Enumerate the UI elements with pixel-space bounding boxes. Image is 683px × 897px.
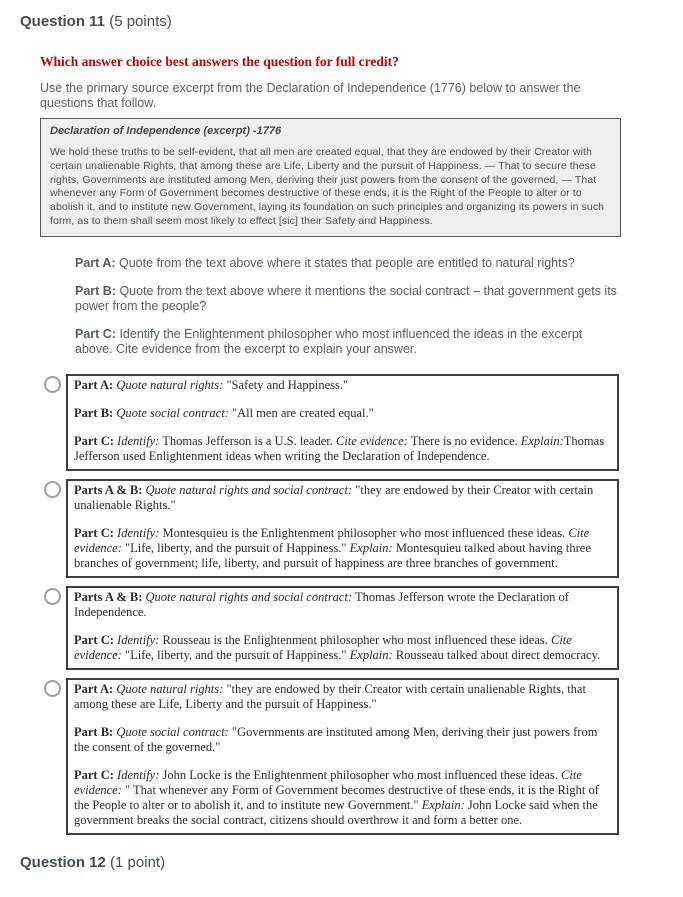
answer-paragraph: Part B: Quote social contract: "All men are created equal.": [74, 405, 374, 420]
answer-paragraph: Part A: Quote natural rights: "they are endowed by their Creator with certain unalienable Rights, that among these are Life, Liberty and the pursuit of Happiness.": [74, 681, 586, 711]
part-a-prompt: Part A: Quote from the text above where it states that people are entitled to natural rights?: [75, 255, 575, 270]
excerpt-body: We hold these truths to be self-evident, that all men are created equal, that they are endowed by their Creator with certain unalienable Rights, that among these are Life, Liberty and the pursuit of Happiness. — That to secure these rights, Governments are instituted among Men, deriving their just powers from the consent of the governed, — That whenever any Form of Government becomes destructive of these ends, it is the Right of the People to alter or to abolish it, and to institute new Government, laying its foundation on such principles and organizing its powers in such form, as to them shall seem most likely to effect [sic] their Safety and Happiness.: [50, 146, 605, 227]
primary-source-excerpt-box: [40, 118, 621, 237]
question-header: [20, 12, 683, 31]
part-c-prompt: Part C: Identify the Enlightenment philosopher who most influenced the ideas in the excerpt above. Cite evidence from the excerpt to explain your answer.: [75, 326, 583, 356]
intro-text: Use the primary source excerpt from the Declaration of Independence (1776) below to answer the questions that follow.: [40, 81, 581, 110]
answer-paragraph: Part C: Identify: Thomas Jefferson is a U.S. leader. Cite evidence: There is no evidence. Explain:Thomas Jefferson used Enlightenment ideas when writing the Declaration of Independence.: [74, 433, 605, 463]
radio-button-option-3[interactable]: [44, 588, 61, 605]
answer-option-row-3: [44, 586, 683, 670]
answer-paragraph: Part B: Quote social contract: "Governments are instituted among Men, deriving their just powers from the consent of the governed.": [74, 724, 598, 754]
answer-option-box-1[interactable]: [66, 374, 619, 471]
next-question-number: Question 12: [20, 853, 106, 871]
radio-button-option-2[interactable]: [44, 481, 61, 498]
answer-option-box-2[interactable]: [66, 479, 619, 578]
answer-paragraph: Parts A & B: Quote natural rights and social contract: Thomas Jefferson wrote the Declaration of Independence.: [74, 589, 569, 619]
answer-paragraph: Part C: Identify: John Locke is the Enlightenment philosopher who most influenced these ideas. Cite evidence: " That whenever any Form of Government becomes destructive of these ends, it is the Right of the People to alter or to abolish it, and to institute new Government." Explain: John Locke said when the government breaks the social contract, citizens should overthrow it and form a better one.: [74, 767, 599, 827]
radio-button-option-4[interactable]: [44, 680, 61, 697]
answer-options-list: [44, 374, 683, 835]
answer-paragraph: Part C: Identify: Rousseau is the Enlightenment philosopher who most influenced these ideas. Cite evidence: "Life, liberty, and the pursuit of Happiness." Explain: Rousseau talked about direct democracy.: [74, 632, 601, 662]
answer-paragraph: Part A: Quote natural rights: "Safety and Happiness.": [74, 377, 349, 392]
excerpt-title: Declaration of Independence (excerpt) -1776: [50, 125, 282, 137]
next-question-header: [20, 853, 683, 872]
answer-option-row-1: [44, 374, 683, 471]
answer-option-row-2: [44, 479, 683, 578]
part-b-prompt: Part B: Quote from the text above where it mentions the social contract – that government gets its power from the people?: [75, 283, 617, 313]
answer-paragraph: Parts A & B: Quote natural rights and social contract: "they are endowed by their Creator with certain unalienable Rights.": [74, 482, 594, 512]
answer-paragraph: Part C: Identify: Montesquieu is the Enlightenment philosopher who most influenced these ideas. Cite evidence: "Life, liberty, and the pursuit of Happiness." Explain: Montesquieu talked about having three branches of government; life, liberty, and pursuit of happiness are three branches of government.: [74, 525, 591, 570]
radio-button-option-1[interactable]: [44, 376, 61, 393]
parts-section: [75, 256, 618, 357]
question-number: Question 11: [20, 13, 106, 30]
question-points: (5 points): [109, 13, 172, 30]
next-question-points: (1 point): [110, 853, 166, 871]
full-credit-prompt: Which answer choice best answers the question for full credit?: [40, 54, 399, 69]
answer-option-box-4[interactable]: [66, 678, 619, 835]
answer-option-box-3[interactable]: [66, 586, 619, 670]
answer-option-row-4: [44, 678, 683, 835]
